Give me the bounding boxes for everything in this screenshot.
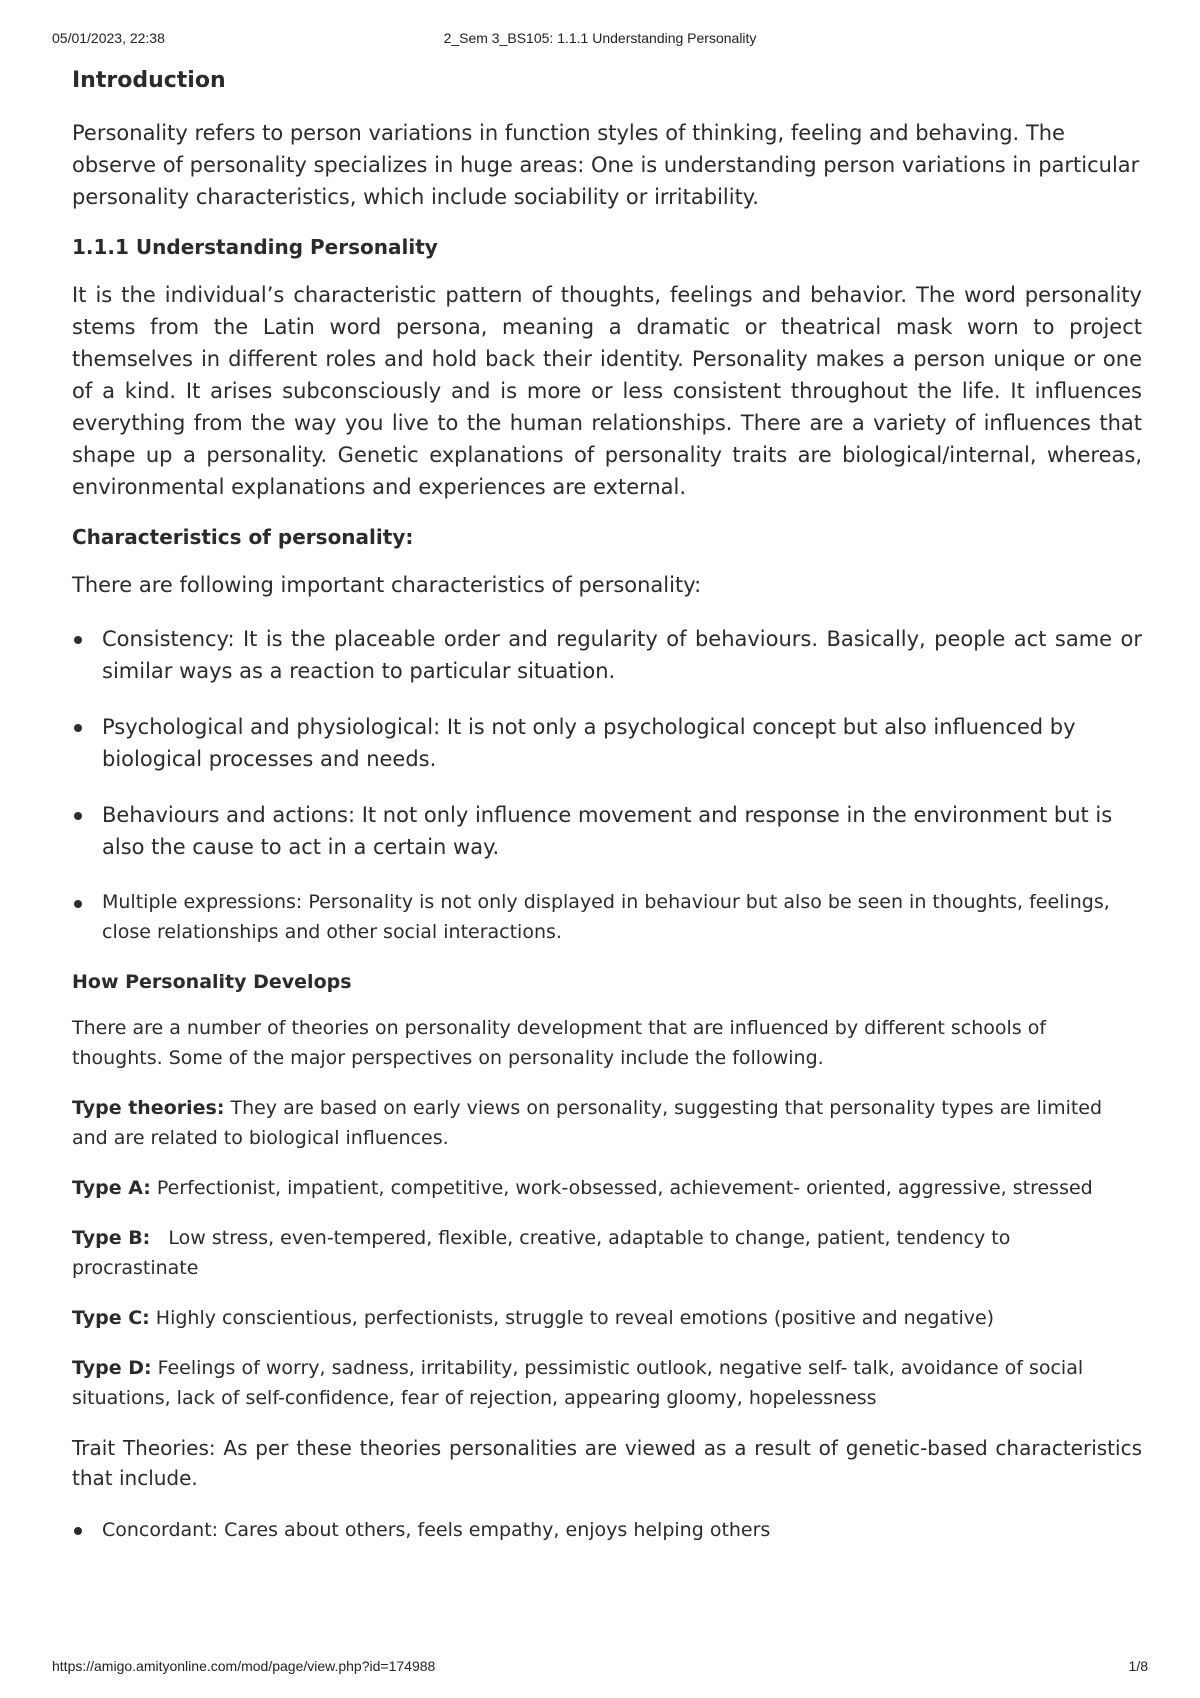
page-number: 1/8: [1128, 1658, 1148, 1674]
list-item: Behaviours and actions: It not only influence movement and response in the environment but is also the cause to act in a certain way.: [72, 799, 1142, 863]
understanding-heading: 1.1.1 Understanding Personality: [72, 235, 438, 259]
type-theories-text: Type theories: They are based on early views on personality, suggesting that personality types are limited and are related to biological influences.: [72, 1097, 1103, 1149]
list-item: Concordant: Cares about others, feels empathy, enjoys helping others: [72, 1515, 1142, 1545]
type-d-text: Type D: Feelings of worry, sadness, irritability, pessimistic outlook, negative self- talk, avoidance of social situations, lack of self-confidence, fear of rejection, appearing gloomy, hopelessness: [72, 1357, 1084, 1409]
trait-list: [72, 1515, 1142, 1545]
print-header: [52, 30, 1148, 50]
list-item: Multiple expressions: Personality is not only displayed in behaviour but also be seen in thoughts, feelings, close relationships and other social interactions.: [72, 887, 1142, 947]
print-page-title: 2_Sem 3_BS105: 1.1.1 Understanding Personality: [443, 30, 757, 46]
characteristics-intro: There are following important characteristics of personality:: [72, 573, 702, 597]
bullet-icon: [74, 900, 82, 908]
type-a-text: Type A: Perfectionist, impatient, competitive, work-obsessed, achievement- oriented, aggressive, stressed: [72, 1177, 1093, 1199]
introduction-text: Personality refers to person variations in function styles of thinking, feeling and behaving. The observe of personality specializes in huge areas: One is understanding person variations in particular personality characteristics, which include sociability or irritability.: [72, 121, 1140, 209]
print-footer: [52, 1658, 1148, 1678]
type-b-text: Type B: Low stress, even-tempered, flexible, creative, adaptable to change, patient, tendency to procrastinate: [72, 1227, 1017, 1279]
list-item: Psychological and physiological: It is not only a psychological concept but also influenced by biological processes and needs.: [72, 711, 1142, 775]
page-content: [72, 68, 1142, 1569]
type-c-text: Type C: Highly conscientious, perfectionists, struggle to reveal emotions (positive and negative): [72, 1307, 995, 1329]
develops-text: There are a number of theories on personality development that are influenced by different schools of thoughts. Some of the major perspectives on personality include the following.: [72, 1017, 1047, 1069]
list-item: Consistency: It is the placeable order and regularity of behaviours. Basically, people act same or similar ways as a reaction to particular situation.: [72, 623, 1142, 687]
understanding-text: It is the individual’s characteristic pattern of thoughts, feelings and behavior. The word personality stems from the Latin word persona, meaning a dramatic or theatrical mask worn to project themselves in different roles and hold back their identity. Personality makes a person unique or one of a kind. It arises subconsciously and is more or less consistent throughout the life. It influences everything from the way you live to the human relationships. There are a variety of influences that shape up a personality. Genetic explanations of personality traits are biological/internal, whereas, environmental explanations and experiences are external.: [72, 283, 1142, 499]
bullet-icon: [74, 812, 82, 820]
develops-heading: How Personality Develops: [72, 971, 352, 993]
page-url: https://amigo.amityonline.com/mod/page/view.php?id=174988: [52, 1658, 436, 1674]
bullet-icon: [74, 1527, 82, 1535]
characteristics-heading: Characteristics of personality:: [72, 525, 414, 549]
print-date: 05/01/2023, 22:38: [52, 30, 165, 46]
introduction-heading: Introduction: [72, 68, 226, 93]
bullet-icon: [74, 724, 82, 732]
trait-theories-text: Trait Theories: As per these theories personalities are viewed as a result of genetic-based characteristics that include.: [72, 1436, 1142, 1490]
characteristics-list: [72, 623, 1142, 947]
bullet-icon: [74, 636, 82, 644]
